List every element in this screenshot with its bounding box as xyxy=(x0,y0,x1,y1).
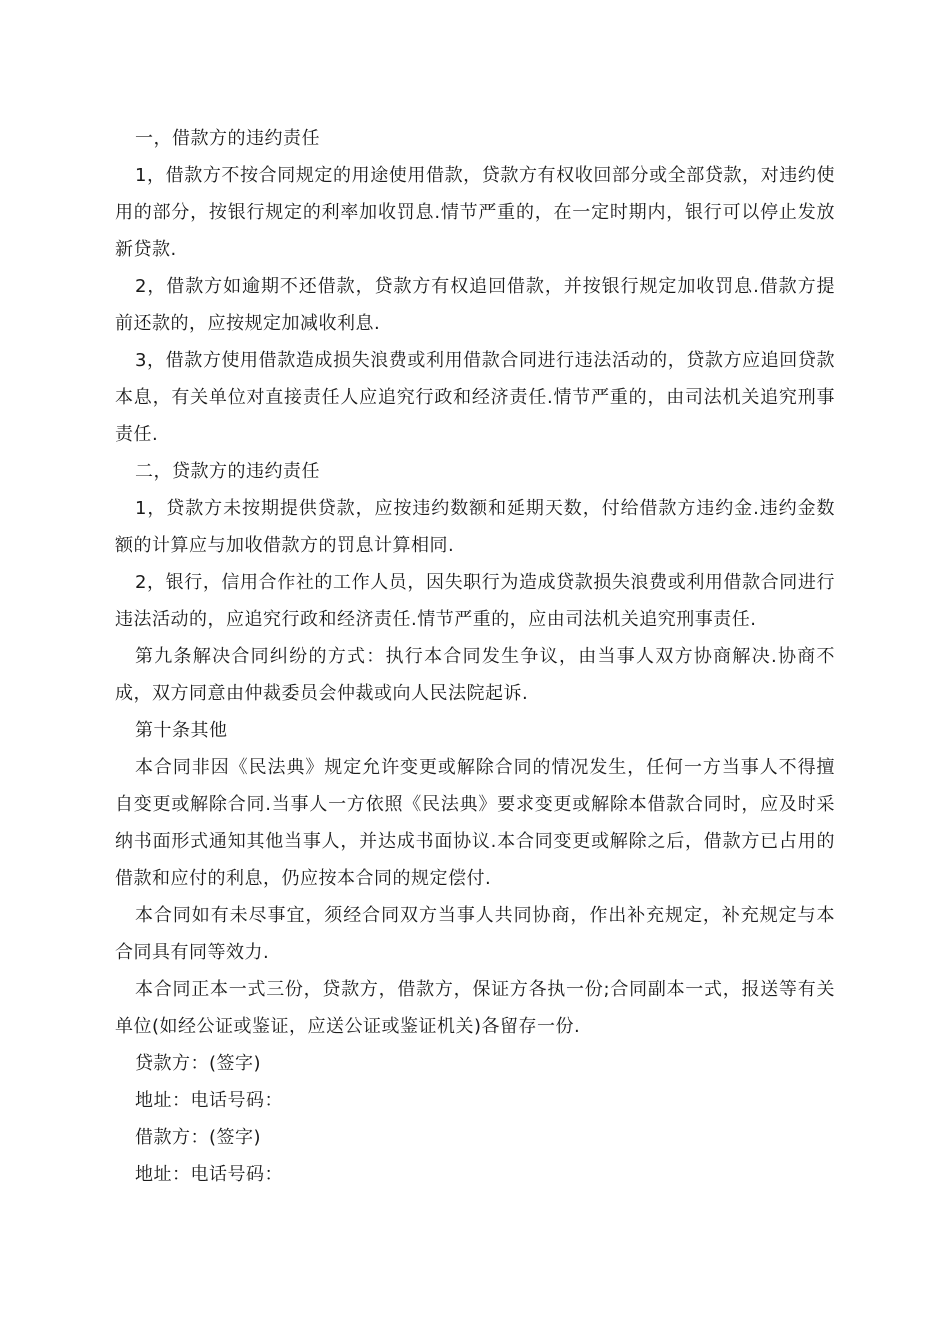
paragraph-borrower-overdue: 2，借款方如逾期不还借款，贷款方有权追回借款，并按银行规定加收罚息.借款方提前还款的，应按规定加减收利息. xyxy=(115,276,835,334)
document-body xyxy=(115,120,835,1193)
paragraph-borrower-misuse: 1，借款方不按合同规定的用途使用借款，贷款方有权收回部分或全部贷款，对违约使用的部分，按银行规定的利率加收罚息.情节严重的，在一定时期内，银行可以停止发放新贷款. xyxy=(115,165,835,260)
section-heading-lender-liability: 二，贷款方的违约责任 xyxy=(135,461,320,482)
paragraph-bank-staff-liability: 2，银行，信用合作社的工作人员，因失职行为造成贷款损失浪费或利用借款合同进行违法活动的，应追究行政和经济责任.情节严重的，应由司法机关追究刑事责任. xyxy=(115,572,835,630)
paragraph-contract-copies: 本合同正本一式三份，贷款方，借款方，保证方各执一份;合同副本一式，报送等有关单位(如经公证或鉴证，应送公证或鉴证机关)各留存一份. xyxy=(115,979,835,1037)
section-heading-article-10: 第十条其他 xyxy=(135,720,228,741)
signature-lender: 贷款方：(签字) xyxy=(135,1053,262,1074)
paragraph-lender-late-loan: 1，贷款方未按期提供贷款，应按违约数额和延期天数，付给借款方违约金.违约金数额的计算应与加收借款方的罚息计算相同. xyxy=(115,498,835,556)
address-phone-borrower: 地址：电话号码： xyxy=(135,1164,283,1185)
paragraph-borrower-illegal-use: 3，借款方使用借款造成损失浪费或利用借款合同进行违法活动的，贷款方应追回贷款本息，有关单位对直接责任人应追究行政和经济责任.情节严重的，由司法机关追究刑事责任. xyxy=(115,350,835,445)
signature-borrower: 借款方：(签字) xyxy=(135,1127,262,1148)
paragraph-contract-modification: 本合同非因《民法典》规定允许变更或解除合同的情况发生，任何一方当事人不得擅自变更或解除合同.当事人一方依照《民法典》要求变更或解除本借款合同时，应及时采纳书面形式通知其他当事人，并达成书面协议.本合同变更或解除之后，借款方已占用的借款和应付的利息，仍应按本合同的规定偿付. xyxy=(115,757,835,889)
section-heading-borrower-liability: 一，借款方的违约责任 xyxy=(135,128,320,149)
paragraph-supplementary-provisions: 本合同如有未尽事宜，须经合同双方当事人共同协商，作出补充规定，补充规定与本合同具有同等效力. xyxy=(115,905,835,963)
address-phone-lender: 地址：电话号码： xyxy=(135,1090,283,1111)
paragraph-article-9-disputes: 第九条解决合同纠纷的方式：执行本合同发生争议，由当事人双方协商解决.协商不成，双方同意由仲裁委员会仲裁或向人民法院起诉. xyxy=(115,646,835,704)
